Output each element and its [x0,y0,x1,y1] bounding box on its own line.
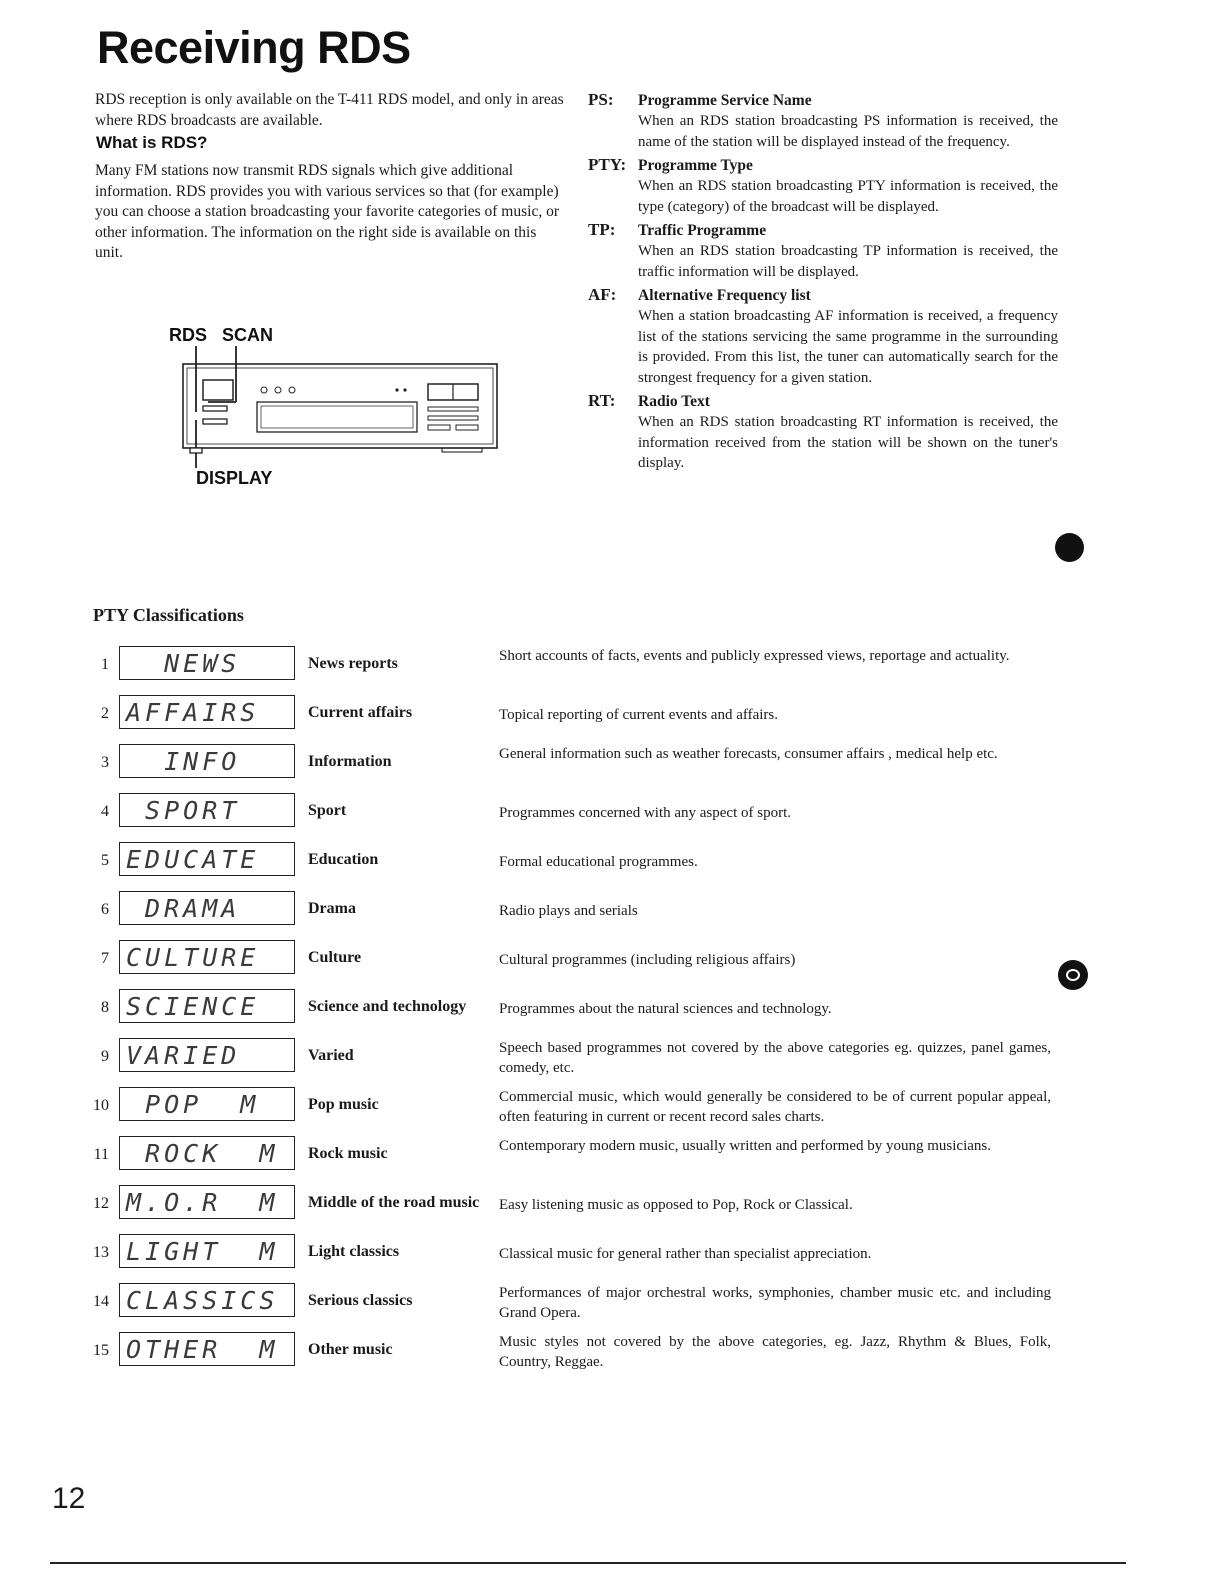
pty-row [85,1234,1085,1272]
section-marker-inner-icon [1066,969,1080,981]
pty-description: Performances of major orchestral works, symphonies, chamber music etc. and including Grand Opera. [499,1285,1051,1321]
pty-number: 6 [101,901,109,918]
pty-description: Easy listening music as opposed to Pop, Rock or Classical. [499,1197,853,1213]
definition-title: Programme Service Name [638,92,812,109]
lcd-display: ROCK M [119,1136,295,1170]
pty-number: 8 [101,999,109,1016]
pty-label: Pop music [308,1096,379,1113]
definition-ps [588,90,1058,152]
lcd-display: LIGHT M [119,1234,295,1268]
definition-text: When an RDS station broadcasting PTY information is received, the type (category) of the broadcast will be displayed. [638,178,1058,215]
definition-text: When an RDS station broadcasting RT information is received, the information received from the station will be shown on the tuner's display. [638,414,1058,471]
definition-title: Programme Type [638,157,753,174]
pty-number: 14 [93,1293,109,1310]
pty-row [85,989,1085,1027]
pty-number: 5 [101,852,109,869]
pty-number: 13 [93,1244,109,1261]
pty-number: 11 [93,1146,109,1163]
pty-number: 4 [101,803,109,820]
definition-tp [588,220,1058,282]
lcd-display: INFO [119,744,295,778]
definition-abbr: AF: [588,285,617,304]
lcd-display: DRAMA [119,891,295,925]
pty-description: Formal educational programmes. [499,854,698,870]
page-number: 12 [52,1482,86,1515]
pty-label: Science and technology [308,998,467,1015]
pty-description: Programmes about the natural sciences and technology. [499,1001,832,1017]
rds-definitions [588,90,1058,477]
lcd-display: EDUCATE [119,842,295,876]
lcd-display: NEWS [119,646,295,680]
definition-rt [588,391,1058,474]
lcd-display: CULTURE [119,940,295,974]
what-is-rds-heading: What is RDS? [96,133,208,152]
bottom-rule [50,1562,1126,1564]
pty-label: Middle of the road music [308,1194,480,1211]
definition-af [588,285,1058,388]
pty-label: Varied [308,1047,354,1064]
pty-label: Sport [308,802,347,819]
definition-abbr: TP: [588,220,616,239]
pty-description: Music styles not covered by the above categories, eg. Jazz, Rhythm & Blues, Folk, Country, Reggae. [499,1334,1051,1370]
pty-row [85,842,1085,880]
pty-label: Light classics [308,1243,400,1260]
pty-row [85,695,1085,733]
pty-description: Commercial music, which would generally be considered to be of current popular appeal, often featuring in current or recent record sales charts. [499,1089,1051,1125]
pty-row [85,793,1085,831]
lcd-display: SCIENCE [119,989,295,1023]
pty-row [85,744,1085,782]
pty-row [85,940,1085,978]
pty-row [85,1038,1085,1076]
lcd-display: AFFAIRS [119,695,295,729]
lcd-display: VARIED [119,1038,295,1072]
pty-number: 2 [101,705,109,722]
definition-text: When an RDS station broadcasting TP information is received, the traffic information will be displayed. [638,243,1058,280]
pty-number: 12 [93,1195,109,1212]
pty-label: Serious classics [308,1292,413,1309]
pty-label: Rock music [308,1145,388,1162]
pty-number: 15 [93,1342,109,1359]
tuner-front-panel-illustration [160,320,520,470]
lcd-display: SPORT [119,793,295,827]
rds-label: RDS [169,325,208,345]
pty-row [85,1136,1085,1174]
pty-number: 7 [101,950,109,967]
pty-row [85,1332,1085,1370]
pty-label: Education [308,851,379,868]
pty-description: Contemporary modern music, usually written and performed by young musicians. [499,1138,991,1154]
pty-number: 3 [101,754,109,771]
pty-row [85,646,1085,684]
pty-row [85,891,1085,929]
scan-label: SCAN [222,325,274,345]
pty-number: 1 [101,656,109,673]
section-marker-icon [1058,960,1088,990]
pty-description: Programmes concerned with any aspect of sport. [499,805,791,821]
pty-row [85,1283,1085,1321]
lcd-display: CLASSICS [119,1283,295,1317]
lcd-display: OTHER M [119,1332,295,1366]
definition-abbr: PS: [588,90,614,109]
pty-description: Classical music for general rather than specialist appreciation. [499,1246,872,1262]
pty-label: Information [308,753,392,770]
definition-text: When a station broadcasting AF information is received, a frequency list of the stations servicing the same programme in the surrounding is provided. From this list, the tuner can automatically search for the strongest frequency for a given station. [638,308,1058,386]
lcd-display: POP M [119,1087,295,1121]
intro-text: RDS reception is only available on the T-411 RDS model, and only in areas where RDS broadcasts are available. [95,91,564,129]
pty-description: Short accounts of facts, events and publicly expressed views, reportage and actuality. [499,648,1010,664]
definition-title: Radio Text [638,393,710,410]
pty-description: Speech based programmes not covered by the above categories eg. quizzes, panel games, comedy, etc. [499,1040,1051,1076]
pty-label: News reports [308,655,398,672]
pty-description: General information such as weather forecasts, consumer affairs , medical help etc. [499,746,998,762]
pty-row [85,1185,1085,1223]
tuner-diagram [160,320,520,500]
lcd-display: M.O.R M [119,1185,295,1219]
pty-description: Cultural programmes (including religious affairs) [499,952,796,968]
pty-number: 10 [93,1097,109,1114]
display-label: DISPLAY [196,468,273,488]
pty-label: Culture [308,949,362,966]
pty-row [85,1087,1085,1125]
definition-abbr: RT: [588,391,616,410]
pty-description: Topical reporting of current events and affairs. [499,707,778,723]
pty-description: Radio plays and serials [499,903,638,919]
bullet-marker-icon [1055,533,1084,562]
what-is-rds-text: Many FM stations now transmit RDS signals which give additional information. RDS provides you with various services so that (for example) you can choose a station broadcasting your favorite categories of music, or other information. The information on the right side is available on this unit. [95,162,559,261]
pty-label: Drama [308,900,356,917]
page-title: Receiving RDS [97,22,411,73]
definition-text: When an RDS station broadcasting PS information is received, the name of the station will be displayed instead of the frequency. [638,113,1058,150]
pty-number: 9 [101,1048,109,1065]
definition-abbr: PTY: [588,155,627,174]
pty-label: Other music [308,1341,393,1358]
pty-label: Current affairs [308,704,413,721]
definition-title: Alternative Frequency list [638,287,811,304]
definition-title: Traffic Programme [638,222,767,239]
pty-classifications-heading: PTY Classifications [93,605,244,625]
definition-pty [588,155,1058,217]
